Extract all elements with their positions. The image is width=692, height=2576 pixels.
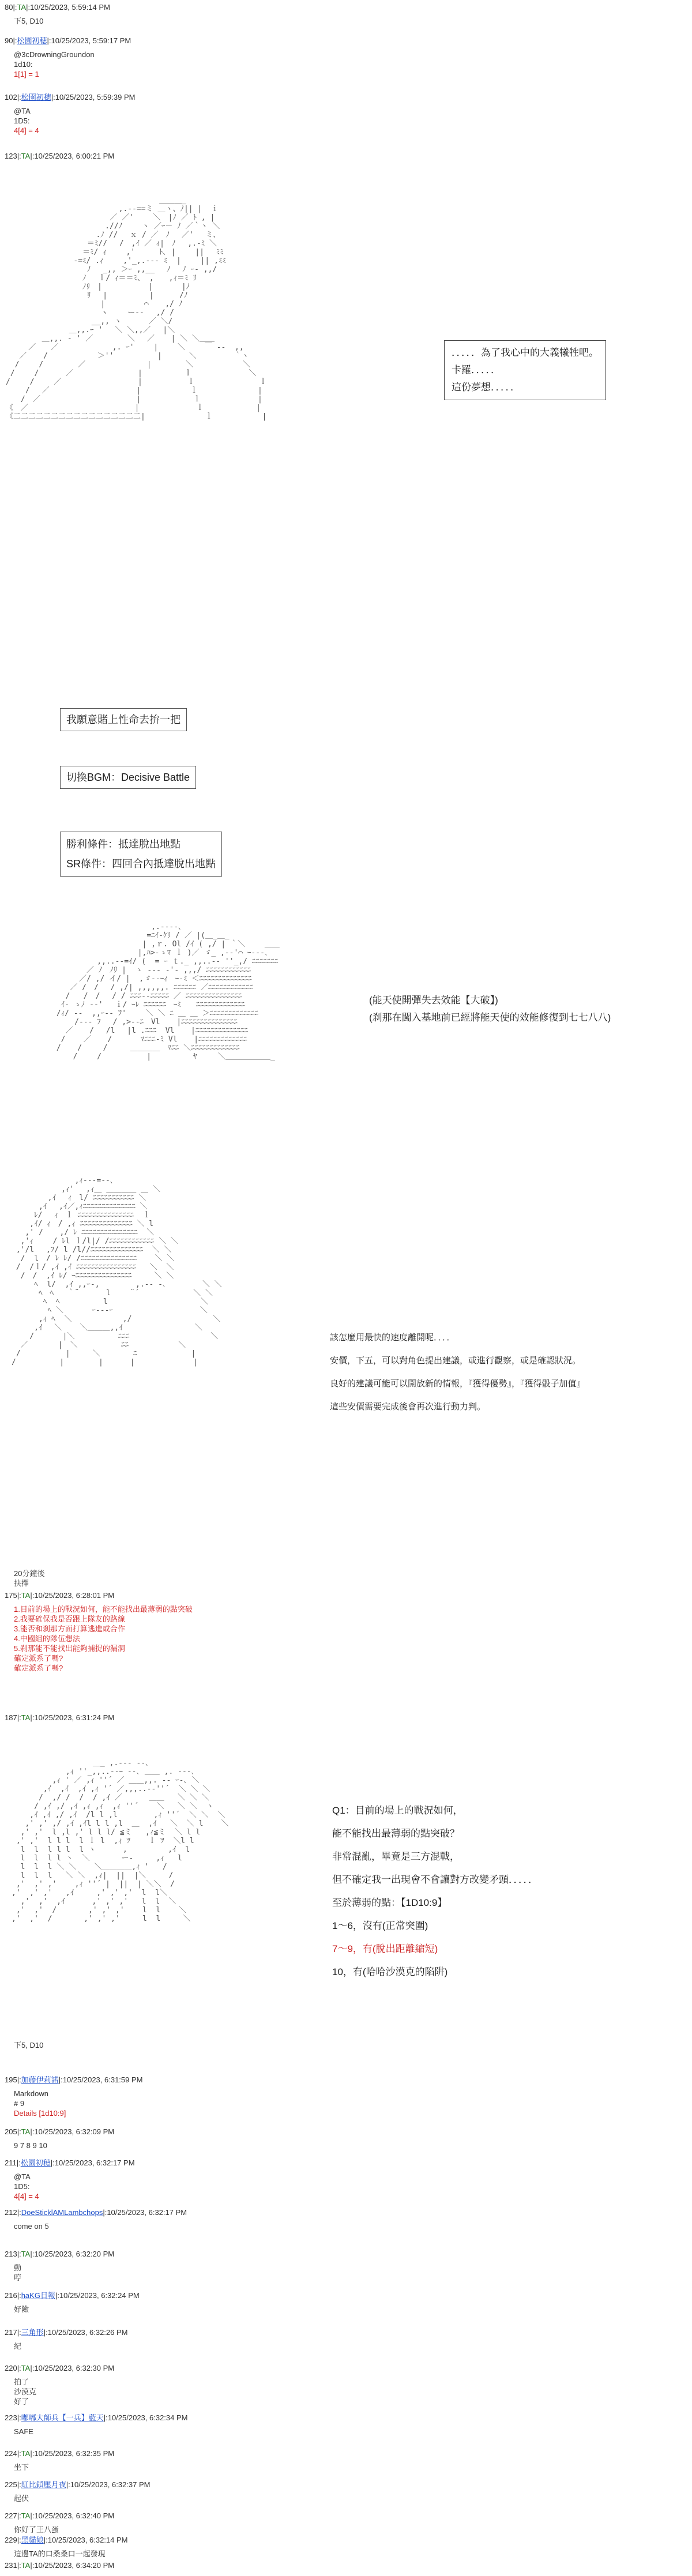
username-link[interactable]: TA [21, 2364, 31, 2372]
post-body: @TA 1D5: 4[4] = 4 [14, 2172, 39, 2201]
bgm-box: 切換BGM：Decisive Battle [60, 766, 196, 789]
scene4-after: 下5, D10 [14, 2041, 44, 2049]
post-body: 坐下 [14, 2463, 29, 2472]
post-body: 紀 [14, 2342, 22, 2351]
post-body: come on 5 [14, 2222, 49, 2231]
ascii-art-character-2: ,ｨ‐-‐=‐-､ ,ｨ' ,ｨ＿ ＿＿＿＿ ＿ ＼ ,ｲ ｨ l/ ﾆﾆﾆﾆﾆﾆﾆﾆﾆﾆﾆ ＼ ,ｲ ,ｲ／,ｨﾆﾆﾆﾆﾆﾆﾆﾆﾆﾆﾆﾆﾆﾆ ＼ ﾚ/ ｨ ｌ ﾆﾆﾆﾆﾆﾆﾆﾆﾆﾆﾆﾆﾆﾆﾆ ｌ ,ｲ/ ｨ / ,ｨ ﾆﾆﾆﾆﾆﾆﾆﾆﾆﾆﾆﾆﾆﾆ ＼ l ,' / ,/ ﾚ ﾆﾆﾆﾆﾆﾆﾆﾆﾆﾆﾆﾆﾆﾆﾆ ＼ ,'ｨ / ﾚl ｌ/l|/ /ﾆﾆﾆﾆﾆﾆﾆﾆﾆﾆﾆﾆ ＼ ＼ ,'/l ,ﾌ/ l /l//ﾆﾆﾆﾆﾆﾆﾆﾆﾆﾆﾆﾆﾆﾆ ＼ ＼ / l / ﾚ ﾚ/ /ﾆﾆﾆﾆﾆﾆﾆﾆﾆﾆﾆﾆﾆﾆﾆ ＼ ＼ / /ｌ/ ,ｲ ,ｲ ﾆﾆﾆﾆﾆﾆﾆﾆﾆﾆﾆﾆﾆﾆﾆﾆ ＼ ＼ / / ,ｲ ﾚ/ ｰﾆﾆﾆﾆﾆﾆﾆﾆﾆﾆﾆﾆﾆﾆﾆ ＼ ＼ ﾍ l/ ,ｲ ,,ｰ-, ,.-‐ -､ ＼ ＼ ﾍ ﾍ ｀¨ l ¨´ ＼ ＼ ﾍ ﾍ l ＼ ﾍ ＼ ｰ‐‐‐ｰ ＼ ,ｨ ﾍ ＼ ,/ ＼ ,ｲ ＼ ＼＿＿＿,,ｲ ＼ / |＼ ﾆﾆﾆ ＼ ／ | ＼ ﾆﾆ ＼ / | ＼ ﾆ | / | | | | [12, 1176, 222, 1367]
username-link[interactable]: 紅比鎖壓月夜 [21, 2480, 66, 2489]
ascii-art-character-3: ＿_ ,.-‐‐ ‐-､ ,ｨ ''_,,..-‐ｰ ‐-､ ＿＿ ,. -‐‐､ ,ｨ ' ／ ,ｨ ''´ ／ ＿＿,,. -‐ ｰ-､ ＼ ,ｲ ,ｲ ,ｲ ,ｨ '´ ／,,,..-‐''´ ＼ ＼ ＼ / ,/ / / / ,ｲ ／ ＿＿ ＼ ＼ ＼ / ,ｲ ,/ ,ｲ ,ｨ ,ｨ ,ｨ ''´ ＼ ＼ ＼ ヽ ,ｲ ,ｲ ,/ ,ｲ /l l ,l ,ｨ ''´ ＼ ＼ ＼ ,' ,' ,/ ,ｲ ,ｲl l l ,l ＿ ,ｲ ＼ ＼ l ＼ ,' ,' l ,l ,' l l l/ ≦ミ ,ｨ≦ミ ＼ l l ,' ,' l l l l ｌ l ,ｨ ﾂ ｌ ﾂ ＼l l l l l l l l ヽ , ,ｲ l l l l l ヽ ＼ ー- ,ｨ l l l l ＼ ＼ ＼＿＿＿＿,ｨ ' / l l l ＼ ＼ ,ｨ| || |＼ / ,' ,' ,' ,ｨ ''´ | || | ＼＼ / ,' ,' ,' ,ｲ ,' ,' ,' l l＼ ,' ,' ,ｲ ,' ,' ,' l l ＼ ,' ,' / ,' ,' ,' l l ＼ ,' ,' / ,' ,' ,' l l ＼ [12, 1759, 229, 1923]
username-link[interactable]: 三角形 [21, 2328, 44, 2337]
victory-conditions-box: 勝利條件：抵達脫出地點 SR條件：四回合內抵達脫出地點 [60, 832, 222, 877]
username-link[interactable]: TA [21, 2250, 31, 2258]
post-body: 動 哼 [14, 2263, 22, 2282]
scene2-narration: (能天使開彈失去效能【大破】) (刹那在闖入基地前已經將能天使的效能修復到七七八八) [369, 995, 611, 1023]
username-link[interactable]: TA [21, 2561, 31, 2570]
username-link[interactable]: 松園初穂 [17, 36, 47, 45]
post-231: 231|:TA|:10/25/2023, 6:34:20 PM [5, 2561, 115, 2570]
post-225: 225|:紅比鎖壓月夜|:10/25/2023, 6:32:37 PM 起伏 [5, 2480, 687, 2503]
post-body: 1.目前的場上的戰況如何，能不能找出最薄弱的點突破 2.我要確保我是否跟上隊友的路線 3.能否和刹那方面打算逃進或合作 4.中國組的隊伍想法 5.刹那能不能找出能夠捕捉的漏洞 確定派系了嗎? 確定派系了嗎? [14, 1605, 193, 1672]
post-body: 起伏 [14, 2494, 29, 2503]
username-link[interactable]: 加藤伊莉諾 [21, 2075, 59, 2084]
post-body: 9 7 8 9 10 [14, 2141, 47, 2150]
username-link[interactable]: TA [21, 2511, 31, 2520]
post-212: 212|:DoeSticklAMLambchops|:10/25/2023, 6:32:17 PM come on 5 [5, 2208, 687, 2231]
post-body: 你好了王八蛋 [14, 2525, 59, 2534]
post-body: 好險 [14, 2305, 29, 2314]
post-102: 102|:松園初穂|:10/25/2023, 5:59:39 PM @TA 1D5: 4[4] = 4 [5, 92, 687, 136]
post-205: 205|:TA|:10/25/2023, 6:32:09 PM 9 7 8 9 10 [5, 2127, 687, 2150]
post-175: 20分鐘後 抉擇 175|:TA|:10/25/2023, 6:28:01 PM 1.目前的場上的戰況如何，能不能找出最薄弱的點突破 2.我要確保我是否跟上隊友的路線 3.能否和刹那方面打算逃進或合作 4.中國組的隊伍想法 5.刹那能不能找出能夠捕捉的漏洞 確定派系了嗎? 確定派系了嗎? [5, 1569, 687, 1673]
username-link[interactable]: 松園初穂 [21, 93, 51, 101]
post-213: 213|:TA|:10/25/2023, 6:32:20 PM 動 哼 [5, 2249, 687, 2282]
post-220: 220|:TA|:10/25/2023, 6:32:30 PM 拍了 沙漠克 好了 [5, 2363, 687, 2406]
speech-bubble: ．．．．．為了我心中的大義犧牲吧。 卡羅．．．．． 這份夢想．．．．． [444, 340, 606, 400]
post-90: 90|:松園初穂|:10/25/2023, 5:59:17 PM @3cDrowningGroundon 1d10: 1[1] = 1 [5, 36, 687, 79]
post-223: 223|:嘟嘟大師兵【一兵】藍天|:10/25/2023, 6:32:34 PM SAFE [5, 2413, 687, 2436]
username-link[interactable]: 嘟嘟大師兵【一兵】藍天 [21, 2413, 104, 2422]
post-224: 224|:TA|:10/25/2023, 6:32:35 PM 坐下 [5, 2449, 687, 2472]
post-body: @3cDrowningGroundon 1d10: 1[1] = 1 [14, 50, 95, 78]
scene4-narration: Q1：目前的場上的戰況如何， 能不能找出最薄弱的點突破？ 非常混亂，畢竟是三方混戰， 但不確定我一出現會不會讓對方改變矛頭．．．．． 至於薄弱的點：【1D10:9】 1～6，沒有(正常突圍) 7～9，有(脫出距離縮短) 10，有(哈哈沙漠克的陷阱) [332, 1805, 538, 1977]
ascii-art-character-1: ＿＿＿_ ,.-‐==ミ ＿ヽ、ﾉ|| | ｉ ／ ／' ＼ |ﾉ ／ ﾄ , | .//ﾉ ヽ ／ｰ－ ﾉ ／｀ヽ ＼ .ﾉ // ｘ / ／ ﾉ ／' ミ、 ＝ﾐ// / ,ｲ ／ ｨ| ﾉ ,.-ﾐ ＼ ＝ﾐ/ ｨ ,' ﾄ､ | || ﾐﾐ ‐=ﾐ/ .ｨ ,'_,.-‐‐ ﾐ | || ,ﾐﾐ ﾉ _,, ＞ｰ ,,__ ﾉ ﾉ ｰ- ,,/ ﾉ ｌ/ ｨ＝＝ﾐ、 , ,ｨ＝ﾐ ﾘ ﾉﾘ | | |ﾉ ﾘ | | /ﾉ | ⌒ ,/ ﾉ ヽ ー‐‐ ,/ / __,, ヽ ／ ＼/ ＿,,.ｰ ' ＼ ＼,,／ |＼ ＿,,. ‐ ' ／ ＼ ／ | ＼ ＼＿＿ ／ ／ ,. ｰ' | ＼ ￣ ‐- ,, ／ / ＞'' | ＼ ｀ヽ / / ／ | ＼ ＼ / / ／ | ｌ ＼ / / ／ | ｌ ｌ / ／ | ｌ | / ／ | ｌ | 《 ／ | ｌ | 《二二二二二二二二二二二二二二二二二| ｌ | [6, 196, 267, 421]
post-body: SAFE [14, 2427, 33, 2436]
username-link[interactable]: haKG日報 [21, 2291, 55, 2300]
username-link[interactable]: TA [21, 2127, 31, 2136]
post-body: 拍了 沙漠克 好了 [14, 2378, 37, 2406]
post-123: 123|:TA|:10/25/2023, 6:00:21 PM [5, 152, 115, 160]
username-link[interactable]: DoeSticklAMLambchops [21, 2208, 103, 2217]
post-211: 211|:松園初穂|:10/25/2023, 6:32:17 PM @TA 1D5: 4[4] = 4 [5, 2158, 687, 2201]
post-body: @TA 1D5: 4[4] = 4 [14, 107, 39, 135]
post-229: 229|:黑貓娘|:10/25/2023, 6:32:14 PM 這邊TA的口桑桑口一起發現 [5, 2535, 687, 2559]
post-195: 195|:加藤伊莉諾|:10/25/2023, 6:31:59 PM Markdown # 9 Details [1d10:9] [5, 2075, 687, 2118]
post-216: 216|:haKG日報|:10/25/2023, 6:32:24 PM 好險 [5, 2291, 687, 2314]
scene3-narration: 該怎麼用最快的速度離開呢．．．． 安價，下五，可以對角色提出建議，或進行觀察，或是確認狀況。 良好的建議可能可以開放新的情報，『獲得優勢』，『獲得骰子加值』 這些安價需要完成後會再次進行動力判。 [330, 1333, 585, 1412]
username-link[interactable]: TA [21, 2449, 31, 2458]
post-217: 217|:三角形|:10/25/2023, 6:32:26 PM 紀 [5, 2327, 687, 2351]
post-body: Markdown # 9 Details [1d10:9] [14, 2089, 66, 2118]
post-80: 80|:TA|:10/25/2023, 5:59:14 PM 下5, D10 [5, 3, 110, 25]
narration-box: 我願意賭上性命去拚一把 [60, 708, 187, 731]
ascii-art-gundam: ,.-‐‐-､ =ﾆｲ-ｹﾘ / ／ |(＿_＿_ | ,ｒ. Ol /ｲ ( ,/ | ｀＼ ＿＿ |,ﾊ>‐ゝﾏ ｌ )／ ゞ_ ,-‐'⌒ ｰ-‐‐､ ,,..-‐=ｲ/ ( = ｰ ｔ._ ,,..-‐ ''_,/ ﾆﾆﾆﾆﾆﾆﾆ ／ ﾉ ﾉﾘ | ゝ -‐- ‐'- ,,,/ ﾆﾆﾆﾆﾆﾆﾆﾆﾆﾆﾆﾆ ／/ ,/ イ/ | ,ゞ--ｰｨ ｰ‐ﾐ ＜ﾆﾆﾆﾆﾆﾆﾆﾆﾆﾆﾆﾆﾆﾆ ／ / / / ,/| ,,,,,,. ﾆﾆﾆﾆﾆﾆ ／ﾆﾆﾆﾆﾆﾆﾆﾆﾆﾆﾆﾆ / / / / / ﾆﾆﾆ-‐ﾆﾆﾆﾆﾆ ／ ﾆﾆﾆﾆﾆﾆﾆﾆﾆﾆﾆﾆﾆﾆﾆ ｲ- ゝﾉ ‐-' ｉ/ ｰﾚ ﾆﾆﾆﾆﾆﾆ ｰﾐ ﾆﾆﾆﾆﾆﾆﾆﾆﾆﾆﾆﾆﾆ /ｨ/ ‐- ,,ｰ-‐ ﾌ' ＼ ＼ ﾆ ＿ ＿ ＞ﾆﾆﾆﾆﾆﾆﾆﾆﾆﾆﾆﾆﾆ /‐-‐ ﾌ / ,>‐-ﾆ Vl |ﾆﾆﾆﾆﾆﾆﾆﾆﾆﾆﾆﾆﾆﾆﾆ ／ / /l |l .ﾆﾆﾆ Vl |ﾆﾆﾆﾆﾆﾆﾆﾆﾆﾆﾆﾆﾆﾆ / ／ / ﾏﾆﾆﾆ-ﾐ Vl |ﾆﾆﾆﾆﾆﾆﾆﾆﾆﾆﾆﾆﾆ / / / ＿＿＿＿ ﾏﾆﾆ ＼ﾆﾆﾆﾆﾆﾆﾆﾆﾆﾆﾆﾆﾆ / / | ﾔ ＼＿＿＿＿＿＿_ [56, 923, 280, 1061]
username-link[interactable]: 松園初穂 [20, 2158, 51, 2167]
post-body: 這邊TA的口桑桑口一起發現 [14, 2549, 106, 2558]
post-227: 227|:TA|:10/25/2023, 6:32:40 PM 你好了王八蛋 [5, 2511, 687, 2534]
post-187: 187|:TA|:10/25/2023, 6:31:24 PM [5, 1713, 115, 1722]
username-link[interactable]: 黑貓娘 [21, 2536, 44, 2544]
